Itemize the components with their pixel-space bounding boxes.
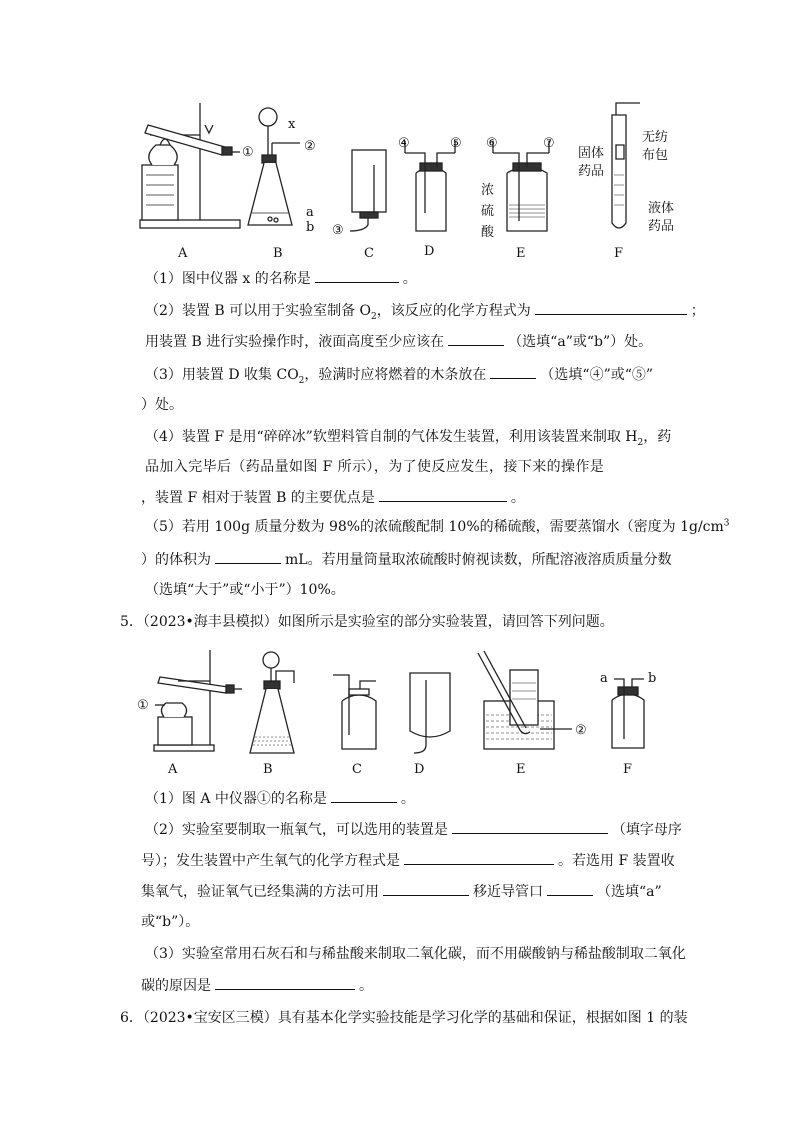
q5-apparatus-B [250, 652, 294, 753]
fig1-label-B: B [273, 246, 283, 261]
q5-apparatus-F [612, 679, 644, 748]
q5-apparatus-D [410, 673, 450, 753]
fig1-label-C: C [364, 246, 374, 261]
q5-blank-3[interactable] [404, 850, 554, 865]
fig2-label-E: E [516, 762, 526, 777]
marker-6: ⑥ [486, 136, 498, 151]
q4-p4-line3: ，装置 F 相对于装置 B 的主要优点是 。 [141, 487, 525, 508]
q5-p2-line1: （2）实验室要制取一瓶氧气，可以选用的装置是 （填字母序 [145, 819, 682, 840]
q5-apparatus-C [333, 675, 376, 749]
q4-p3-line2: ）处。 [141, 397, 183, 413]
apparatus-D [405, 141, 455, 231]
q4-blank-4[interactable] [490, 364, 536, 379]
fig2-label-B: B [263, 762, 273, 777]
label-F-bubao: 布包 [642, 148, 669, 163]
q5-blank-5[interactable] [547, 881, 593, 896]
q5-apparatus-E [478, 651, 572, 749]
q5-blank-4[interactable] [383, 881, 469, 896]
apparatus-C [350, 150, 386, 231]
marker-1: ① [242, 145, 254, 160]
fig1-label-F: F [614, 246, 624, 261]
label-F-yaopin: 药品 [578, 164, 605, 179]
q4-p2-line1: （2）装置 B 可以用于实验室制备 $O_2$，该反应的化学方程式为 ； [145, 300, 705, 321]
marker-7: ⑦ [543, 136, 555, 151]
q5-p2-line2: 号）；发生装置中产生氧气的化学方程式是 。若选用 F 装置收 [141, 850, 675, 871]
q4-p1: （1）图中仪器 x 的名称是 。 [145, 268, 417, 289]
q5-blank-1[interactable] [331, 788, 397, 803]
q4-p4-line2: 品加入完毕后（药品量如图 F 所示），为了使反应发生，接下来的操作是 [145, 459, 605, 475]
label-F-guti: 固体 [578, 146, 605, 161]
q4-p4-line1: （4）装置 F 是用“碎碎冰”软塑料管自制的气体发生装置，利用该装置来制取 $H_2$，药 [145, 429, 672, 448]
q5-p3-line2: 碳的原因是 。 [141, 975, 373, 996]
fig2-label-C: C [352, 762, 362, 777]
q4-blank-6[interactable] [215, 549, 281, 564]
q4-blank-5[interactable] [379, 487, 507, 502]
marker-b: b [306, 220, 315, 235]
marker-3: ③ [332, 223, 344, 238]
fig2-label-F: F [623, 762, 633, 777]
q5-marker-2: ② [575, 723, 587, 738]
label-E-liu: 硫 [481, 204, 495, 219]
q5-marker-a: a [600, 671, 608, 686]
q5-header: 5．（2023•海丰县模拟）如图所示是实验室的部分实验装置，请回答下列问题。 [120, 614, 614, 630]
apparatus-E [493, 141, 549, 231]
q4-p3-line1: （3）用装置 D 收集 $CO_2$，验满时应将燃着的木条放在 （选填“④”或“⑤” [145, 364, 653, 385]
marker-4: ④ [398, 136, 410, 151]
fig1-label-A: A [178, 246, 188, 261]
apparatus-F [612, 103, 640, 228]
marker-2: ② [304, 139, 316, 154]
fig1-label-E: E [516, 246, 526, 261]
q4-p5-line1: （5）若用 100g 质量分数为 98%的浓硫酸配制 10%的稀硫酸，需要蒸馏水（密度为 $1g/cm^3$ [145, 518, 730, 535]
q4-blank-1[interactable] [315, 268, 399, 283]
figure-2-apparatus [0, 645, 794, 780]
q5-marker-b: b [648, 671, 657, 686]
label-E-suan: 酸 [481, 225, 495, 240]
q4-p2-line2: 用装置 B 进行实验操作时，液面高度至少应该在 （选填“a”或“b”）处。 [145, 331, 652, 352]
fig2-label-D: D [414, 762, 425, 777]
q5-blank-6[interactable] [215, 975, 355, 990]
marker-5: ⑤ [450, 136, 462, 151]
label-E-nong: 浓 [481, 183, 495, 198]
q5-p2-line4: 或“b”）。 [141, 914, 200, 930]
q4-p5-line2: ）的体积为 mL。若用量筒量取浓硫酸时俯视读数，所配溶液溶质质量分数 [141, 549, 672, 570]
label-F-yaopin2: 药品 [648, 219, 675, 234]
q4-p5-line3: （选填“大于”或“小于”）10%。 [145, 582, 345, 598]
fig2-label-A: A [168, 762, 178, 777]
label-F-wufang: 无纺 [642, 130, 669, 145]
figure-1-apparatus [0, 95, 794, 265]
apparatus-A [140, 103, 240, 228]
q5-apparatus-A [154, 650, 242, 751]
fig1-label-D: D [424, 244, 435, 259]
q5-p1: （1）图 A 中仪器①的名称是 。 [145, 788, 415, 809]
q4-blank-2[interactable] [535, 300, 687, 315]
q5-p3-line1: （3）实验室常用石灰石和与稀盐酸来制取二氧化碳，而不用碳酸钠与稀盐酸制取二氧化 [145, 946, 686, 962]
q5-blank-2[interactable] [452, 819, 608, 834]
marker-a: a [306, 205, 314, 220]
marker-x: x [288, 117, 296, 132]
q6-header: 6．（2023•宝安区三模）具有基本化学实验技能是学习化学的基础和保证，根据如图 1 的装 [120, 1010, 688, 1026]
q4-blank-3[interactable] [448, 331, 504, 346]
label-F-yeti: 液体 [648, 201, 675, 216]
q5-marker-1: ① [137, 698, 149, 713]
q5-p2-line3: 集氧气，验证氧气已经集满的方法可用 移近导管口 （选填“a” [141, 881, 662, 902]
